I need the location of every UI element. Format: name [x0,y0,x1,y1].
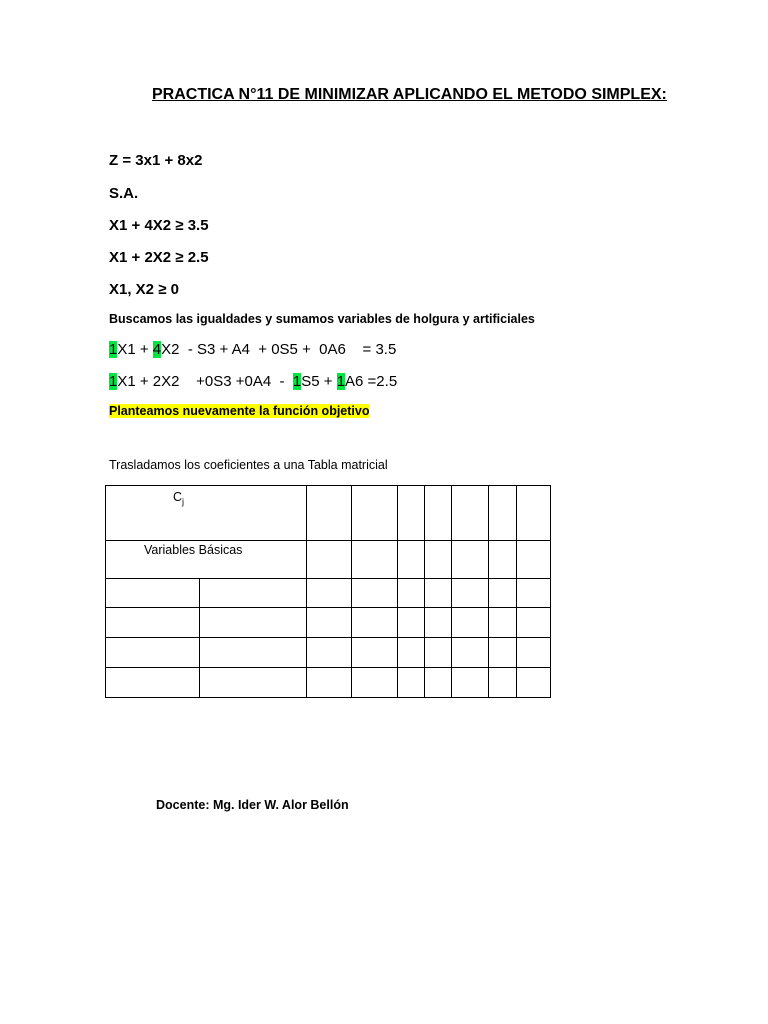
table-cell [452,579,489,608]
augmented-equation-2 [109,373,397,390]
highlighted-coefficient: 1 [336,373,346,390]
table-cell [106,608,200,638]
table-cell [307,608,352,638]
equation-term: X1 + 2X2 +0S3 +0A4 - [117,373,293,390]
table-cell [489,541,517,579]
cj-header-cell [106,486,307,541]
cj-label: C [173,490,183,504]
table-row [106,608,551,638]
step-2-note [109,404,369,418]
table-cell [517,638,551,668]
table-cell [352,541,398,579]
table-row [106,541,551,579]
table-cell [398,668,425,698]
table-row [106,579,551,608]
objective-function: Z = 3x1 + 8x2 [109,152,203,169]
table-cell [425,638,452,668]
table-cell [425,486,452,541]
equation-term: X2 - S3 + A4 + 0S5 + 0A6 = 3.5 [161,341,397,358]
table-row [106,668,551,698]
table-cell [489,486,517,541]
page-title: PRACTICA N°11 DE MINIMIZAR APLICANDO EL METODO SIMPLEX: [152,86,667,103]
table-cell [452,486,489,541]
table-cell [452,668,489,698]
table-cell [307,668,352,698]
highlighted-coefficient: 1 [109,341,118,358]
simplex-matrix-table [105,485,551,698]
cj-subscript: j [182,496,185,507]
table-cell [398,541,425,579]
table-cell [352,486,398,541]
table-cell [200,668,307,698]
table-cell [425,579,452,608]
table-cell [307,486,352,541]
table-cell [425,541,452,579]
table-cell [452,638,489,668]
teacher-signature: Docente: Mg. Ider W. Alor Bellón [156,798,349,812]
table-cell [452,541,489,579]
step-3-note: Trasladamos los coeficientes a una Tabla matricial [109,458,388,472]
table-cell [517,541,551,579]
equation-term: X1 + [117,341,153,358]
augmented-equation-1 [109,341,396,358]
table-cell [398,486,425,541]
nonnegativity-constraint: X1, X2 ≥ 0 [109,281,179,298]
table-cell [398,608,425,638]
table-cell [307,638,352,668]
table-cell [352,608,398,638]
table-cell [425,608,452,638]
table-cell [452,608,489,638]
equation-term: S5 + [301,373,337,390]
table-cell [200,608,307,638]
table-cell [517,486,551,541]
table-cell [307,579,352,608]
table-cell [489,608,517,638]
table-cell [352,638,398,668]
table-cell [398,638,425,668]
table-cell [106,579,200,608]
table-row [106,638,551,668]
step-1-note: Buscamos las igualdades y sumamos variables de holgura y artificiales [109,312,535,326]
table-cell [489,638,517,668]
constraint-1: X1 + 4X2 ≥ 3.5 [109,217,209,234]
table-cell [489,579,517,608]
basic-variables-header-cell [106,541,307,579]
table-cell [517,579,551,608]
table-cell [106,638,200,668]
table-cell [425,668,452,698]
table-cell [352,579,398,608]
table-cell [200,638,307,668]
table-cell [489,668,517,698]
basic-variables-label: Variables Básicas [144,543,243,557]
highlighted-coefficient: 1 [109,373,118,390]
table-cell [352,668,398,698]
highlighted-coefficient: 4 [152,341,162,358]
table-row [106,486,551,541]
subject-to-label: S.A. [109,185,139,202]
table-cell [517,668,551,698]
table-cell [106,668,200,698]
table-cell [517,608,551,638]
highlighted-coefficient: 1 [292,373,302,390]
constraint-2: X1 + 2X2 ≥ 2.5 [109,249,209,266]
equation-term: A6 =2.5 [345,373,398,390]
highlighted-note: Planteamos nuevamente la función objetivo [109,404,370,418]
table-cell [200,579,307,608]
table-cell [307,541,352,579]
table-cell [398,579,425,608]
